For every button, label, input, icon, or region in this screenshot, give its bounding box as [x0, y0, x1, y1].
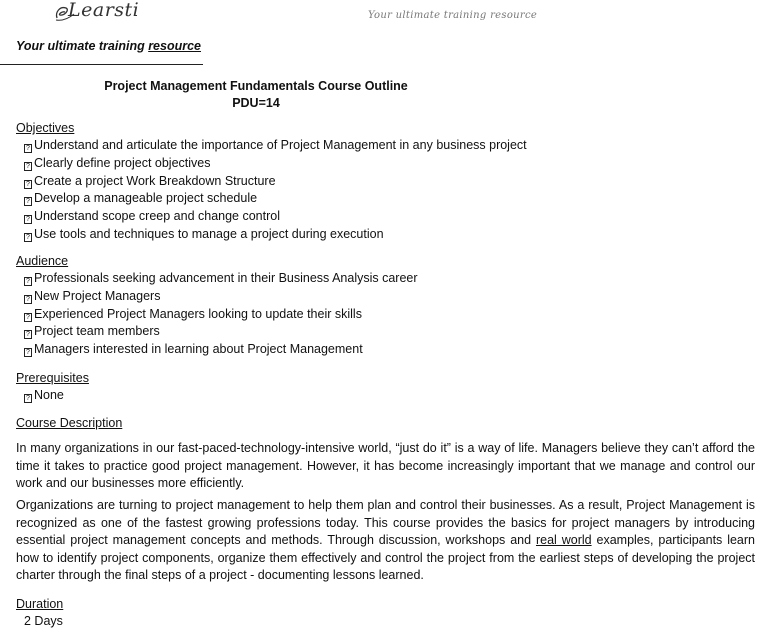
- list-item: [16, 155, 527, 173]
- checkbox-bullet-icon: ?: [24, 348, 32, 357]
- duration-value: 2 Days: [24, 614, 63, 628]
- list-item: [16, 270, 418, 288]
- list-item-text: New Project Managers: [34, 288, 161, 303]
- list-item: [16, 137, 527, 155]
- prerequisites-list: [16, 387, 89, 405]
- checkbox-bullet-icon: ?: [24, 394, 32, 403]
- list-item: [16, 208, 527, 226]
- audience-heading: Audience: [16, 254, 69, 268]
- objectives-section: [16, 120, 527, 244]
- real-world-link[interactable]: real world: [535, 533, 592, 547]
- list-item-text: Develop a manageable project schedule: [34, 191, 258, 206]
- duration-heading: Duration: [16, 597, 64, 611]
- list-item: [16, 173, 527, 191]
- checkbox-bullet-icon: ?: [24, 330, 32, 339]
- checkbox-bullet-icon: ?: [24, 162, 32, 171]
- tagline-prefix: Your ultimate training: [16, 39, 149, 53]
- list-item: [16, 387, 89, 405]
- list-item: [16, 226, 527, 244]
- list-item-text: Professionals seeking advancement in their Business Analysis career: [34, 271, 418, 285]
- course-description-paragraph: In many organizations in our fast-paced-technology-intensive world, “just do it” is a way of life. Managers believe they can’t afford the time it takes to practice good project management. However, it has become increasingly important that we manage and control our work and our businesses more efficiently.: [16, 441, 755, 490]
- list-item: [16, 306, 418, 324]
- list-item-text: Experienced Project Managers looking to update their skills: [34, 306, 362, 321]
- logo-text: Learsti: [68, 0, 140, 21]
- list-item: [16, 323, 418, 341]
- duration-section: [16, 596, 63, 631]
- list-item-text: None: [34, 388, 64, 402]
- checkbox-bullet-icon: ?: [24, 180, 32, 189]
- checkbox-bullet-icon: ?: [24, 197, 32, 206]
- course-description-paragraph: [16, 497, 755, 585]
- document-title: Project Management Fundamentals Course Outline: [104, 79, 408, 93]
- header-divider: [0, 64, 203, 65]
- company-logo: [50, 0, 140, 28]
- checkbox-bullet-icon: ?: [24, 277, 32, 286]
- course-description-heading: Course Description: [16, 416, 123, 430]
- list-item: [16, 190, 527, 208]
- document-subtitle: PDU=14: [232, 96, 280, 110]
- prerequisites-heading: Prerequisites: [16, 371, 89, 385]
- tagline: [16, 39, 201, 53]
- checkbox-bullet-icon: ?: [24, 295, 32, 304]
- list-item-text: Project team members: [34, 324, 160, 339]
- list-item: [16, 341, 418, 359]
- list-item-text: Understand and articulate the importance of Project Management in any business project: [34, 138, 527, 152]
- prerequisites-section: [16, 370, 89, 405]
- audience-list: [16, 270, 418, 359]
- paragraph-text: Organizations are turning to project management to help them plan and control their businesses. As a result, Project Management is recognized as one of the fastest growing professions today. This course provides the basics for project managers by introducing essential project management concepts and methods. Through discussion, workshops and: [16, 498, 755, 547]
- checkbox-bullet-icon: ?: [24, 313, 32, 322]
- course-description-section: [16, 415, 122, 432]
- list-item-text: Managers interested in learning about Project Management: [34, 342, 363, 357]
- list-item: [16, 288, 418, 306]
- list-item-text: Understand scope creep and change control: [34, 209, 280, 224]
- checkbox-bullet-icon: ?: [24, 144, 32, 153]
- audience-section: [16, 253, 418, 359]
- paragraph-text: examples, participants learn how to identify project components, organize them effectively and control the project from the earliest steps of developing the project charter through the final steps of a project - documenting lessons learned.: [16, 533, 756, 582]
- list-item-text: Create a project Work Breakdown Structure: [34, 173, 276, 188]
- objectives-list: [16, 137, 527, 244]
- tagline-resource-link[interactable]: resource: [148, 39, 201, 53]
- list-item-text: Use tools and techniques to manage a project during execution: [34, 226, 384, 241]
- list-item-text: Clearly define project objectives: [34, 155, 211, 170]
- checkbox-bullet-icon: ?: [24, 215, 32, 224]
- header-tagline: Your ultimate training resource: [368, 10, 538, 21]
- objectives-heading: Objectives: [16, 121, 75, 135]
- checkbox-bullet-icon: ?: [24, 233, 32, 242]
